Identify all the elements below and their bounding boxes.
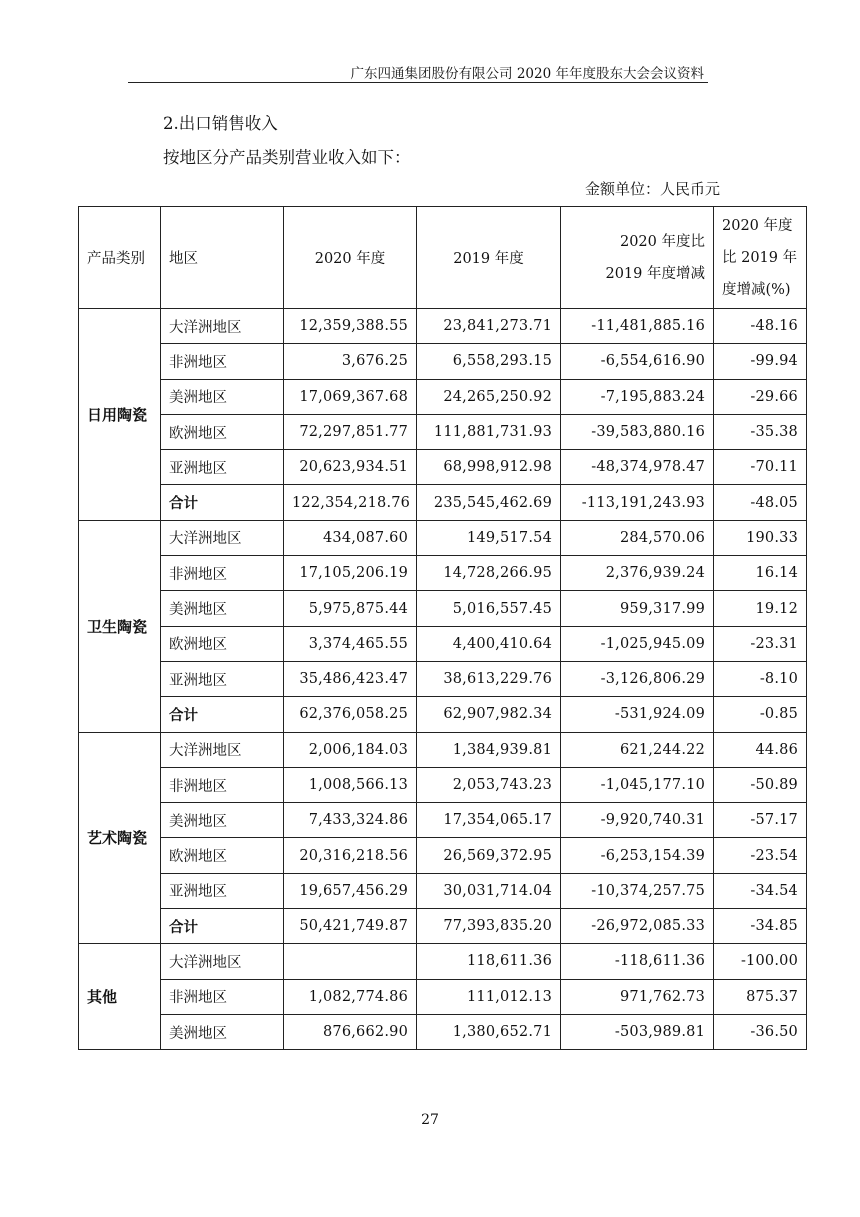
- region-cell: 合计: [161, 909, 284, 944]
- change-cell: -10,374,257.75: [561, 873, 714, 908]
- header-2019: 2019 年度: [417, 207, 561, 309]
- header-category: 产品类别: [79, 207, 161, 309]
- value-2020-cell: 122,354,218.76: [284, 485, 417, 520]
- change-cell: -113,191,243.93: [561, 485, 714, 520]
- region-cell: 美洲地区: [161, 591, 284, 626]
- section-subtitle: 按地区分产品类别营业收入如下：: [163, 148, 411, 167]
- change-pct-cell: -57.17: [714, 803, 807, 838]
- value-2019-cell: 1,380,652.71: [417, 1014, 561, 1049]
- value-2019-cell: 62,907,982.34: [417, 697, 561, 732]
- region-cell: 亚洲地区: [161, 873, 284, 908]
- change-pct-cell: -0.85: [714, 697, 807, 732]
- change-cell: -11,481,885.16: [561, 309, 714, 344]
- region-cell: 非洲地区: [161, 556, 284, 591]
- change-cell: -26,972,085.33: [561, 909, 714, 944]
- table-header-row: [79, 207, 807, 309]
- value-2019-cell: 24,265,250.92: [417, 379, 561, 414]
- change-cell: 621,244.22: [561, 732, 714, 767]
- region-cell: 大洋洲地区: [161, 309, 284, 344]
- region-cell: 非洲地区: [161, 767, 284, 802]
- region-cell: 欧洲地区: [161, 838, 284, 873]
- change-cell: 284,570.06: [561, 520, 714, 555]
- header-pct-line1: 2020 年度: [722, 217, 793, 234]
- value-2020-cell: 434,087.60: [284, 520, 417, 555]
- change-pct-cell: -70.11: [714, 450, 807, 485]
- value-2019-cell: 68,998,912.98: [417, 450, 561, 485]
- change-pct-cell: -34.54: [714, 873, 807, 908]
- table-row: [79, 873, 807, 908]
- value-2019-cell: 17,354,065.17: [417, 803, 561, 838]
- table-row: [79, 909, 807, 944]
- change-pct-cell: 190.33: [714, 520, 807, 555]
- value-2020-cell: 20,316,218.56: [284, 838, 417, 873]
- change-pct-cell: -34.85: [714, 909, 807, 944]
- change-cell: -3,126,806.29: [561, 661, 714, 696]
- change-cell: 2,376,939.24: [561, 556, 714, 591]
- region-cell: 大洋洲地区: [161, 520, 284, 555]
- page-number: 27: [421, 1112, 439, 1128]
- value-2019-cell: 111,881,731.93: [417, 414, 561, 449]
- change-pct-cell: -29.66: [714, 379, 807, 414]
- value-2019-cell: 1,384,939.81: [417, 732, 561, 767]
- change-cell: -39,583,880.16: [561, 414, 714, 449]
- table-row: [79, 767, 807, 802]
- table-row: [79, 944, 807, 979]
- change-cell: -48,374,978.47: [561, 450, 714, 485]
- header-change-pct: [714, 207, 807, 309]
- change-cell: -1,025,945.09: [561, 626, 714, 661]
- table-row: [79, 485, 807, 520]
- change-pct-cell: 44.86: [714, 732, 807, 767]
- change-cell: -1,045,177.10: [561, 767, 714, 802]
- change-cell: -118,611.36: [561, 944, 714, 979]
- table-row: [79, 450, 807, 485]
- value-2019-cell: 26,569,372.95: [417, 838, 561, 873]
- table-row: [79, 838, 807, 873]
- value-2019-cell: 5,016,557.45: [417, 591, 561, 626]
- change-pct-cell: -50.89: [714, 767, 807, 802]
- table-row: [79, 697, 807, 732]
- header-region: 地区: [161, 207, 284, 309]
- value-2020-cell: 1,008,566.13: [284, 767, 417, 802]
- value-2019-cell: 6,558,293.15: [417, 344, 561, 379]
- change-cell: 959,317.99: [561, 591, 714, 626]
- header-change: [561, 207, 714, 309]
- value-2020-cell: 62,376,058.25: [284, 697, 417, 732]
- value-2019-cell: 23,841,273.71: [417, 309, 561, 344]
- value-2019-cell: 2,053,743.23: [417, 767, 561, 802]
- value-2020-cell: 19,657,456.29: [284, 873, 417, 908]
- header-change-line1: 2020 年度比: [619, 233, 705, 250]
- table-row: [79, 344, 807, 379]
- header-2020: 2020 年度: [284, 207, 417, 309]
- table-row: [79, 520, 807, 555]
- change-pct-cell: 19.12: [714, 591, 807, 626]
- header-pct-line2: 比 2019 年: [722, 249, 798, 266]
- table-row: [79, 732, 807, 767]
- change-pct-cell: -48.16: [714, 309, 807, 344]
- value-2019-cell: 111,012.13: [417, 979, 561, 1014]
- value-2019-cell: 30,031,714.04: [417, 873, 561, 908]
- region-cell: 美洲地区: [161, 803, 284, 838]
- region-cell: 非洲地区: [161, 344, 284, 379]
- region-cell: 亚洲地区: [161, 450, 284, 485]
- value-2020-cell: 7,433,324.86: [284, 803, 417, 838]
- value-2019-cell: 38,613,229.76: [417, 661, 561, 696]
- value-2020-cell: 3,374,465.55: [284, 626, 417, 661]
- table-row: [79, 556, 807, 591]
- page-header: [128, 60, 708, 83]
- change-cell: -6,554,616.90: [561, 344, 714, 379]
- table-row: [79, 661, 807, 696]
- table-row: [79, 626, 807, 661]
- table-row: [79, 379, 807, 414]
- change-pct-cell: -99.94: [714, 344, 807, 379]
- header-change-line2: 2019 年度增减: [605, 265, 705, 282]
- value-2020-cell: 72,297,851.77: [284, 414, 417, 449]
- value-2019-cell: 4,400,410.64: [417, 626, 561, 661]
- value-2020-cell: 12,359,388.55: [284, 309, 417, 344]
- header-pct-line3: 度增减(%): [722, 281, 791, 298]
- table-row: [79, 803, 807, 838]
- currency-unit-note: 金额单位：人民币元: [584, 180, 720, 198]
- category-cell: 其他: [79, 944, 161, 1050]
- change-pct-cell: -35.38: [714, 414, 807, 449]
- value-2020-cell: [284, 944, 417, 979]
- change-pct-cell: -36.50: [714, 1014, 807, 1049]
- value-2020-cell: 2,006,184.03: [284, 732, 417, 767]
- region-cell: 欧洲地区: [161, 626, 284, 661]
- value-2019-cell: 77,393,835.20: [417, 909, 561, 944]
- region-cell: 非洲地区: [161, 979, 284, 1014]
- table-body: [79, 309, 807, 1050]
- change-pct-cell: 16.14: [714, 556, 807, 591]
- value-2020-cell: 876,662.90: [284, 1014, 417, 1049]
- value-2020-cell: 35,486,423.47: [284, 661, 417, 696]
- category-cell: 日用陶瓷: [79, 309, 161, 521]
- section-title: 2.出口销售收入: [163, 114, 278, 133]
- value-2020-cell: 17,105,206.19: [284, 556, 417, 591]
- change-cell: -6,253,154.39: [561, 838, 714, 873]
- change-pct-cell: 875.37: [714, 979, 807, 1014]
- region-cell: 亚洲地区: [161, 661, 284, 696]
- value-2020-cell: 5,975,875.44: [284, 591, 417, 626]
- category-cell: 卫生陶瓷: [79, 520, 161, 732]
- region-cell: 美洲地区: [161, 1014, 284, 1049]
- change-pct-cell: -48.05: [714, 485, 807, 520]
- value-2020-cell: 20,623,934.51: [284, 450, 417, 485]
- region-cell: 美洲地区: [161, 379, 284, 414]
- change-cell: -531,924.09: [561, 697, 714, 732]
- change-pct-cell: -8.10: [714, 661, 807, 696]
- table-row: [79, 979, 807, 1014]
- change-cell: -503,989.81: [561, 1014, 714, 1049]
- value-2019-cell: 235,545,462.69: [417, 485, 561, 520]
- region-cell: 合计: [161, 485, 284, 520]
- region-cell: 大洋洲地区: [161, 732, 284, 767]
- value-2019-cell: 149,517.54: [417, 520, 561, 555]
- table-row: [79, 414, 807, 449]
- value-2020-cell: 1,082,774.86: [284, 979, 417, 1014]
- region-cell: 大洋洲地区: [161, 944, 284, 979]
- value-2019-cell: 118,611.36: [417, 944, 561, 979]
- value-2020-cell: 3,676.25: [284, 344, 417, 379]
- change-cell: -9,920,740.31: [561, 803, 714, 838]
- value-2020-cell: 17,069,367.68: [284, 379, 417, 414]
- table-row: [79, 309, 807, 344]
- change-cell: -7,195,883.24: [561, 379, 714, 414]
- change-cell: 971,762.73: [561, 979, 714, 1014]
- value-2019-cell: 14,728,266.95: [417, 556, 561, 591]
- value-2020-cell: 50,421,749.87: [284, 909, 417, 944]
- region-cell: 欧洲地区: [161, 414, 284, 449]
- region-cell: 合计: [161, 697, 284, 732]
- change-pct-cell: -23.54: [714, 838, 807, 873]
- change-pct-cell: -100.00: [714, 944, 807, 979]
- table-row: [79, 591, 807, 626]
- table-row: [79, 1014, 807, 1049]
- change-pct-cell: -23.31: [714, 626, 807, 661]
- category-cell: 艺术陶瓷: [79, 732, 161, 944]
- export-revenue-table: [78, 206, 807, 1050]
- header-title: 广东四通集团股份有限公司 2020 年年度股东大会会议资料: [350, 66, 704, 82]
